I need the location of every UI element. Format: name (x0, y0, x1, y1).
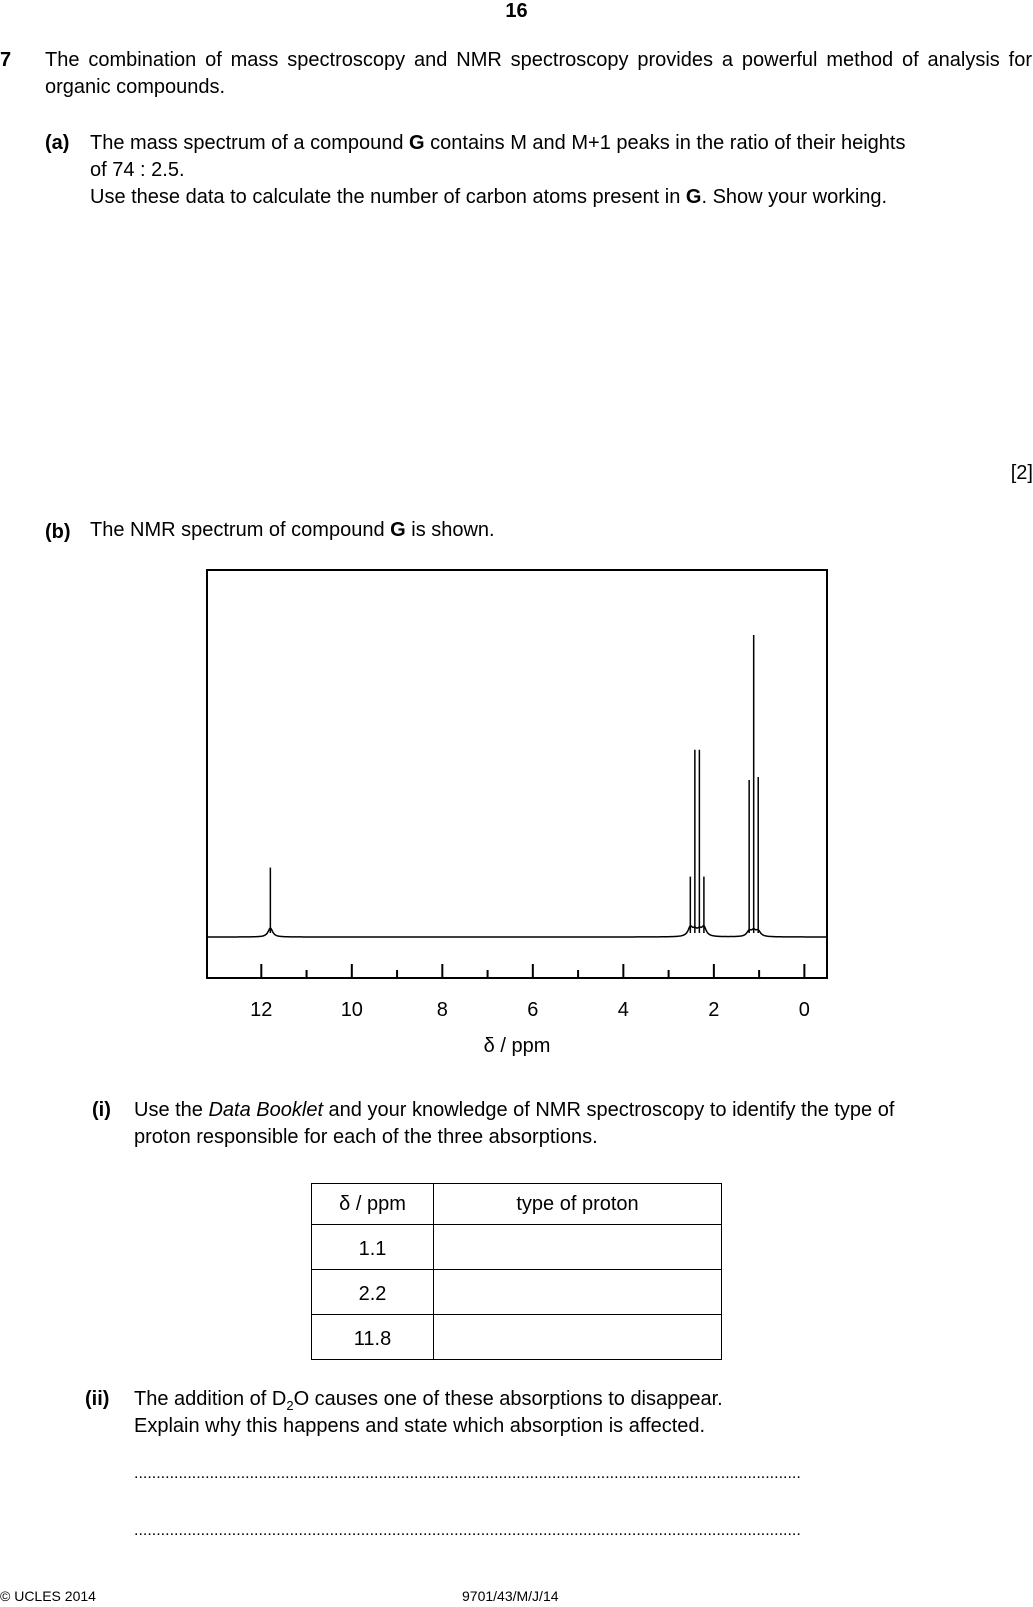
data-booklet-reference: Data Booklet (208, 1099, 323, 1121)
shift-cell: 1.1 (312, 1225, 434, 1270)
compound-g: G (685, 186, 702, 208)
part-a-line1 (90, 130, 905, 157)
x-axis-label: δ / ppm (483, 1035, 551, 1057)
part-a-marks: [2] (1010, 462, 1033, 484)
part-b-i-line1-start: Use the (134, 1099, 209, 1121)
compound-g: G (390, 519, 406, 541)
footer-paper-code: 9701/43/M/J/14 (462, 1588, 559, 1604)
x-tick-label: 12 (250, 999, 273, 1021)
x-tick-label: 8 (436, 999, 448, 1021)
x-tick-label: 4 (617, 999, 629, 1021)
answer-cell[interactable] (434, 1270, 722, 1315)
answer-line[interactable]: ...................................................................................................................................................... (134, 1522, 801, 1539)
footer-copyright: © UCLES 2014 (0, 1588, 96, 1604)
part-b-text (90, 519, 495, 542)
nmr-spectrum-chart (200, 565, 840, 1065)
part-a-line2: of 74 : 2.5. (90, 159, 185, 181)
spectrum-trace (207, 635, 827, 937)
answer-cell[interactable] (434, 1315, 722, 1360)
part-b-i-label: (i) (92, 1099, 111, 1121)
shift-cell: 2.2 (312, 1270, 434, 1315)
compound-g: G (409, 132, 425, 154)
part-b-ii-line1-start: The addition of D (134, 1388, 287, 1410)
x-tick-label: 6 (527, 999, 539, 1021)
x-axis-ticks (261, 964, 804, 978)
table-header-proton-type: type of proton (434, 1184, 722, 1225)
part-a-line1-rest: contains M and M+1 peaks in the ratio of their heights (424, 132, 906, 154)
part-b-text-end: is shown. (405, 519, 495, 541)
part-b-ii-label: (ii) (85, 1388, 110, 1410)
shift-cell: 11.8 (312, 1315, 434, 1360)
table-row (312, 1270, 722, 1315)
question-number: 7 (0, 49, 12, 71)
page-number: 16 (505, 0, 528, 22)
x-tick-label: 2 (708, 999, 720, 1021)
d2o-subscript: 2 (286, 1398, 294, 1413)
proton-type-table (311, 1183, 722, 1360)
part-a-label: (a) (45, 132, 70, 154)
x-tick-label: 0 (798, 999, 810, 1021)
part-a-line3-rest: . Show your working. (701, 186, 888, 208)
x-axis-tick-labels (250, 999, 810, 1021)
part-a-line3-text: Use these data to calculate the number of carbon atoms present in (90, 186, 686, 208)
answer-line[interactable]: ...................................................................................................................................................... (134, 1465, 801, 1482)
x-tick-label: 10 (340, 999, 363, 1021)
answer-cell[interactable] (434, 1225, 722, 1270)
part-b-i-line2: proton responsible for each of the three absorptions. (134, 1126, 598, 1148)
chart-frame (207, 570, 827, 978)
part-b-i-line1-end: and your knowledge of NMR spectroscopy to identify the type of (323, 1099, 895, 1121)
table-header-row (312, 1184, 722, 1225)
question-intro: The combination of mass spectroscopy and NMR spectroscopy provides a powerful method of analysis for organic compounds. (45, 49, 1032, 98)
spectrum-baseline (207, 926, 827, 937)
part-b-i-line1 (134, 1097, 1032, 1124)
table-row (312, 1315, 722, 1360)
table-header-shift: δ / ppm (312, 1184, 434, 1225)
part-b-ii-line2: Explain why this happens and state which absorption is affected. (134, 1415, 706, 1437)
part-b-text-start: The NMR spectrum of compound (90, 519, 391, 541)
part-b-ii-line1-end: O causes one of these absorptions to disappear. (293, 1388, 723, 1410)
part-b-label: (b) (45, 521, 71, 543)
table-row (312, 1225, 722, 1270)
part-a-line3 (90, 184, 887, 211)
part-a-line1-text: The mass spectrum of a compound (90, 132, 410, 154)
